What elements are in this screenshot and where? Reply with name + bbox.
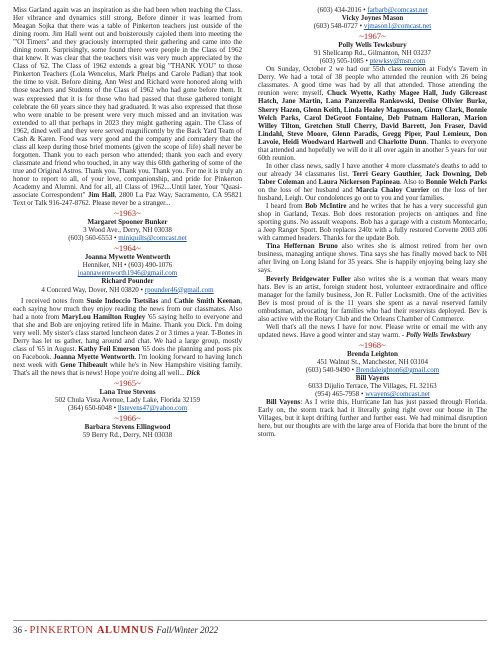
email-link[interactable]: rpounder46@gmail.com — [144, 285, 214, 294]
email-link[interactable]: Brendaleighton6@gmail.com — [355, 365, 440, 374]
class-year-1964: ~1964~ — [114, 243, 141, 254]
correspondent-1964-a: Joanna Mywette Wentworth Henniker, NH • (603) 490-1076 joannawentworth1946@gmail.com — [77, 253, 178, 278]
signature: Polly Wells Tewksbury — [405, 330, 471, 339]
class-year-1967: ~1967~ — [359, 31, 386, 42]
email-link[interactable]: farbarb@comcast.net — [367, 6, 428, 14]
left-column — [13, 6, 242, 439]
class-1967-bob: I heard from Bob McIntire and he writes that he has a very successful gun shop in Garland, Texas. Bob does restoration projects on antiques and fine sporting guns. No assault weapons. Bob has a garage with a custom Montecarlo, a Jeep Ranger Sport. Bob replaces 240z with a fully restored Corvette 2003 z06 with cammed headers. Thanks for the update Bob. — [258, 202, 487, 243]
correspondent-1965: Lana True Stevens 502 Chula Vista Avenue, Lady Lake, Florida 32159 (364) 650-6048 • llstevens47@yahoo.com — [54, 388, 201, 413]
class-year-1968: ~1968~ — [359, 339, 386, 350]
class-1967-tina: Tina Heffernan Bruno also writes she is almost retired from her own business, managing antique shows. Tina says she has finally moved back to NH after living on Long Island for 35 years. She is happily enjoying being lazy she says. — [258, 242, 487, 275]
class-1967-beverly: Beverly Bridgewater Fuller also writes she is a woman that wears many hats. Bev is an artist, foreign student host, volunteer extraordinaire and office manager for the family business, Jon R. Fuller Locksmith. One of the activities Bev is most proud of is the 11 years she spent as a naval reserved family ombudsman, advocating for families who had their reservists deployed. Bev is also active with the Rotary Club and the Orleans Chamber of Commerce. — [258, 274, 487, 323]
correspondent-1963: Margaret Spooner Bunker 3 Wood Ave., Derry, NH 03038 (603) 560-6553 • miniquilts@comcast.net — [68, 218, 187, 243]
class-year-1963: ~1963~ — [114, 208, 141, 219]
page-footer — [13, 620, 487, 640]
class-year-1966: ~1966~ — [114, 413, 141, 424]
correspondent-1968-b: Bill Vayens 6033 Dijulio Terrace, The Villages, FL 32163 (954) 465-7958 • wvayens@comcast.net — [308, 374, 437, 399]
correspondent-1966: Barbara Stevens Ellingwood 59 Berry Rd., Derry, NH 03038 — [82, 423, 173, 440]
correspondent-1968-a: Brenda Leighton 451 Walnut St., Manchester, NH 03104 (603) 540-9490 • Brendaleighton6@gmail.com — [305, 349, 440, 374]
class-notes-page — [13, 6, 487, 616]
email-link[interactable]: joannawentworth1946@gmail.com — [77, 269, 178, 278]
email-link[interactable]: miniquilts@comcast.net — [118, 234, 187, 243]
class-1968-notes: Bill Vayens: As I write this, Hurricane Ian has just passed through Florida. Early on, the storm track had it literally going right over our house in The Villages, but it kept drifting further and further east. We had minimal disruption here, but our thoughts are with the large area of Florida that bore the brunt of the storm. — [258, 398, 487, 439]
edition-label: Fall/Winter 2022 — [154, 625, 219, 635]
class-1967-closing: Well that's all the news I have for now. Please write or email me with any updated news. Have a good winter and stay warm. - Polly Wells Tewksbury — [258, 322, 487, 339]
correspondent-1967: Polly Wells Tewksbury 91 Shellcamp Rd., Gilmanton, NH 03237 (603) 505-1085 • ptewksy@msn.com — [313, 41, 432, 66]
class-1964-notes: I received notes from Susie Indoccio Tsetsilas and Cathie Smith Keenan, each saying how much they enjoy reading the news from our classmates. Also had a note from MaryLou Hamilton Rugley '65 saying hello to everyone and that she and Bob are enjoying retired life in Maine. Thank you Dick. I'm doing very well. My sister's class started luncheon dates 2 or 3 times a year. T-Bones in Derry has let us gather, hang around and chat. We had a large group, mostly class of '65 in August. Kathy Feil Emerson '65 does the planning and posts pix on Facebook. Joanna Myette Wentworth. I'm looking forward to having lunch next week with Gene Thibeault while he's in New Hampshire visiting family. That's all the news that is news! Hope you're doing all well... Dick — [13, 296, 243, 377]
correspondent-name: Jim Hall — [87, 191, 115, 200]
class-1962-report: Miss Garland again was an inspiration as she had been when teaching the Class. Her vibrance and dynamics still strong. Before dinner it was learned from Meagan Sojka that there was a table of Pinkerton teachers just outside of the dining room. Jim Hall went out and boisterously cajoled them into meeting the "'Ol Timers" and they graciously interrupted their gathering and came into the dining room. Surprisingly, some found there were people in the Class of 1962 that knew. It was clear that the teachers visit was very much appreciated by the Class of '62. The Class of 1962 extends a great big "THANK YOU" to those Pinkerton Teachers (Lola Wencelus, Mark Phelps and Carole Padian) that took the time to visit. Before dining, Ann West and Richard were honored along with those teachers and Students of the Class of 1962 who had gone before them. It was expressed that it is for those who had passed that those gathered tonight celebrate the 60 years since they had graduated. It was also expressed that those who were unable to be present were very much missed and an invitation was extended to all that perhaps in 2023 they might gathering again. The Class of 1962, dined well and they were served magnificently by the Back Yard Team of Cash & Karen. Food was very good and the company and comradery that the class all keep during those brief moments (given the scope of life) shall never be forgotten. Thank you to each person who attended; thank you each and every classmate and friend who touched, in any way this 60th gathering of some of the true and Original Astros. Thank you. Thank you. Thank you. For me it is truly an honor to report to all, of your love, companionship, and pride for Pinkerton Academy and Alumni. And for all, all Class of 1962....Until later, Your "Quasi-associate Correspondent" Jim Hall, 2800 La Paz Way, Sacramento, CA 95821 Text or Talk 916-247-8762. Please never be a stranger... — [13, 6, 242, 208]
correspondent-1964-b: Richard Pounder 4 Concord Way, Dover, NH 03820 • rpounder46@gmail.com — [41, 277, 214, 294]
class-1967-news: In other class news, sadly I have another 4 more classmate's deaths to add to our already 34 classmates list. Terri Geary Gauthier, Jack Downing, Deb Taber Coleman and Laura Nickerson Papineau. Also to Bonnie Welch Parks on the loss of her husband and Marcia Chaloy Currier on the loss of her husband, Leigh. Our condolences go out to you and your families. — [258, 161, 488, 203]
page-number: 36 - — [13, 625, 30, 635]
email-link[interactable]: vjmason1@comcast.net — [363, 22, 432, 31]
correspondent-1966-contact: (603) 434-2016 • farbarb@comcast.net Vicky Joynes Mason (603) 548-0727 • vjmason1@comcast.net — [313, 6, 432, 31]
email-link[interactable]: ptewksy@msn.com — [369, 57, 426, 66]
email-link[interactable]: llstevens47@yahoo.com — [117, 404, 188, 413]
right-column — [258, 6, 487, 438]
publication-name: PINKERTON ALUMNUS — [29, 625, 155, 636]
email-link[interactable]: wvayens@comcast.net — [365, 390, 430, 399]
class-year-1965: ~1965~ — [114, 378, 141, 389]
signature: Dick — [186, 368, 201, 377]
class-1967-reunion: On Sunday, October 2 we had our 55th class reunion at Fody's Tavern in Derry. We had a total of 38 people who attended the reunion with 26 being classmates. A good time was had by all that attended. Those attending the reunion were: myself, Chuck Wyette, Kathy Magee Hall, Judy Gilcreast Hatch, Jane Martin, Lana Panzerella Rankowski, Denise Olivier Burke, Sherry Hazen, Glenn Keith, Linda Healey Magnusson, Ginny Clark, Bonnie Welch Parks, Carol DeGroot Fontaine, Deb Putnam Halloran, Marion Willey Tilton, Gretchen Stull Cherry, David Barrett, Jon Fraser, David Lindahl, Steve Moore, Glenn Paradis, Gregg Piper, Paul Lemieux, Don Lavoie, Heidi Woodward Hartwell and Charlotte Dunn. Thanks to everyone that attended and hopefully we will do it all over again in another 5 years for our 60th reunion. — [258, 65, 487, 162]
